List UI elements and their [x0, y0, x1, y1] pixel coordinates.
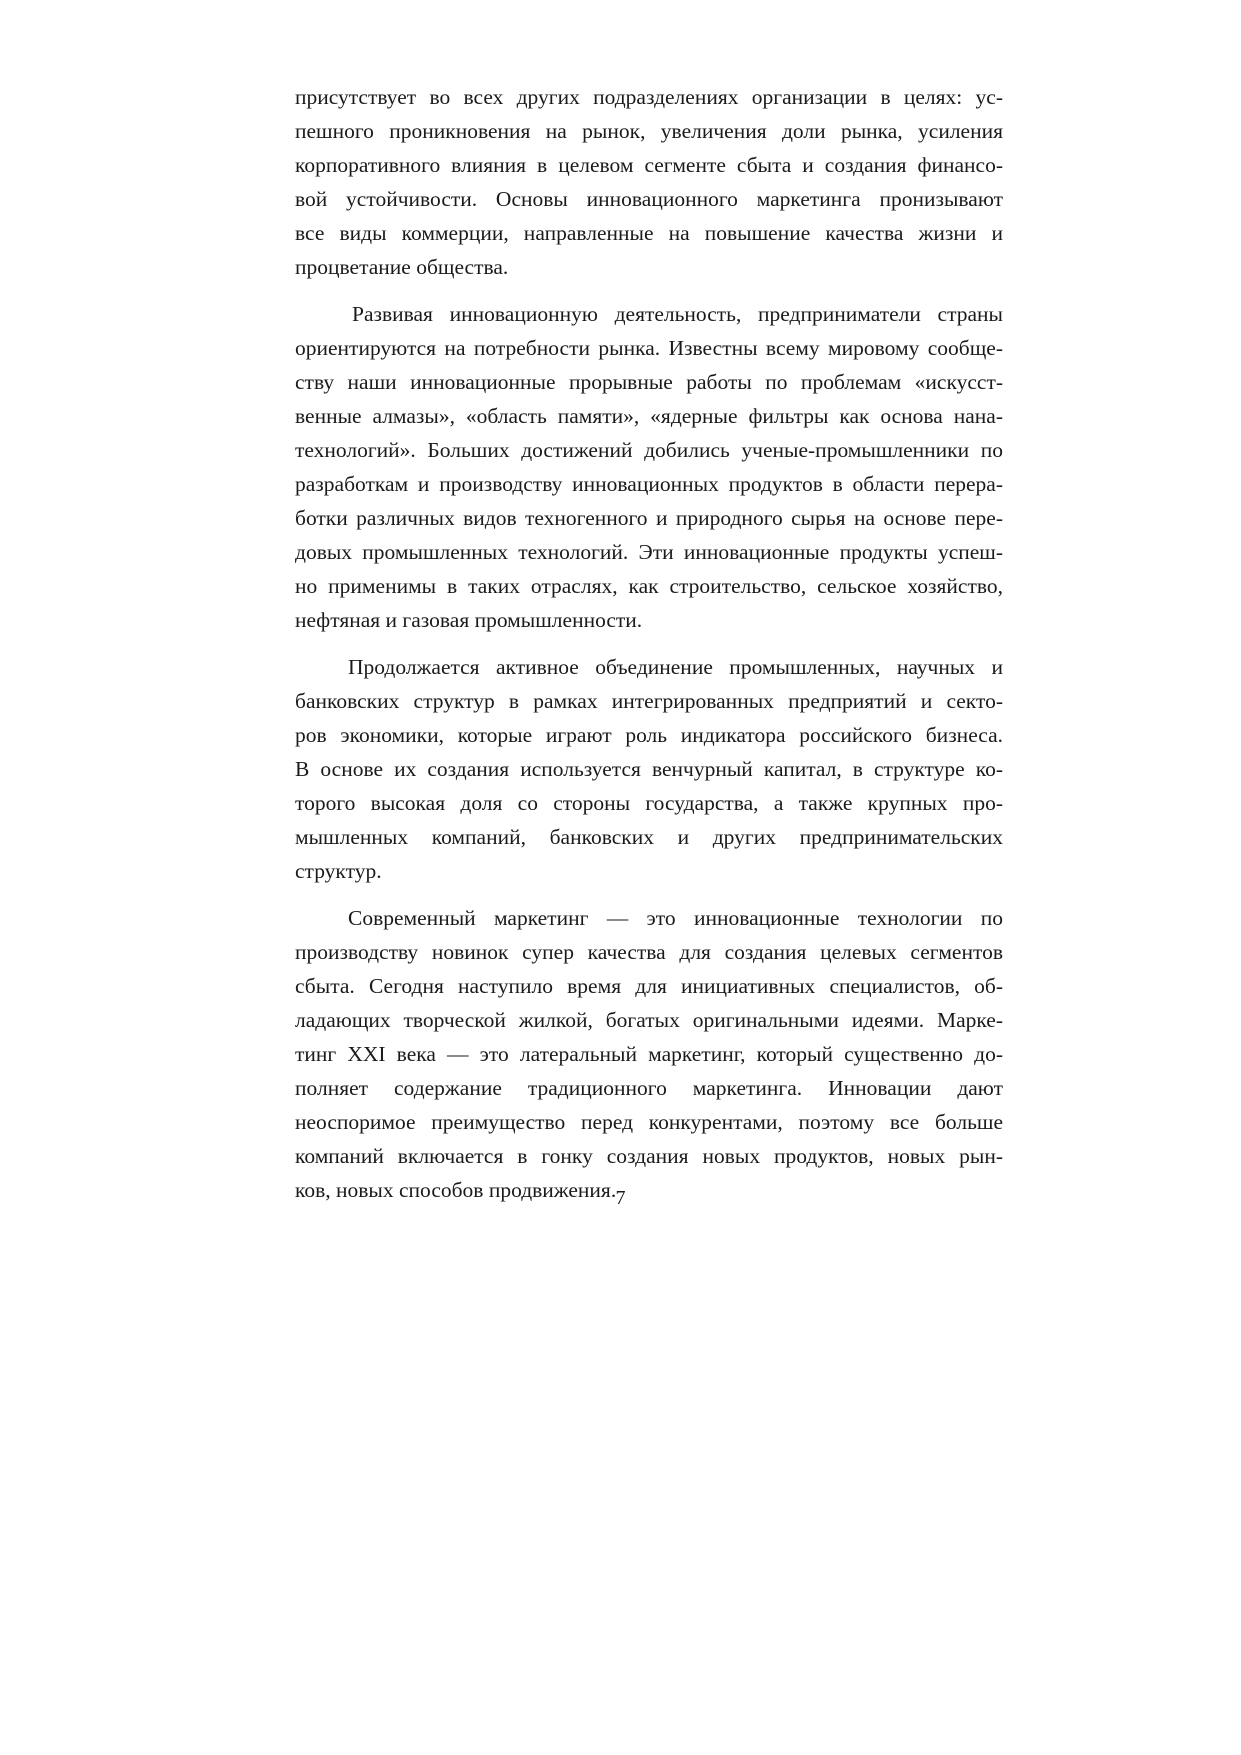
text-line: В основе их создания используется венчурный капитал, в структуре ко-	[295, 757, 1003, 781]
text-line: технологий». Больших достижений добились ученые-промышленники по	[295, 438, 1003, 462]
page-number: 7	[615, 1187, 626, 1209]
paragraph-3	[295, 650, 1003, 888]
text-line: компаний включается в гонку создания новых продуктов, новых рын-	[295, 1144, 1003, 1168]
text-line: ров экономики, которые играют роль индикатора российского бизнеса.	[295, 723, 1003, 747]
text-line: полняет содержание традиционного маркетинга. Инновации дают	[295, 1076, 1003, 1100]
text-line: ориентируются на потребности рынка. Известны всему мировому сообще-	[295, 336, 1003, 360]
text-line: пешного проникновения на рынок, увеличения доли рынка, усиления	[295, 119, 1003, 143]
text-line: процветание общества.	[295, 255, 509, 279]
text-line: ладающих творческой жилкой, богатых оригинальными идеями. Марке-	[295, 1008, 1003, 1032]
paragraph-1	[295, 80, 1003, 284]
text-line: Развивая инновационную деятельность, предприниматели страны	[352, 302, 1003, 326]
body-text	[295, 80, 1003, 1220]
text-line: венные алмазы», «область памяти», «ядерные фильтры как основа нана-	[295, 404, 1003, 428]
text-line: но применимы в таких отраслях, как строительство, сельское хозяйство,	[295, 574, 1003, 598]
text-line: присутствует во всех других подразделениях организации в целях: ус-	[295, 85, 1003, 109]
paragraph-4	[295, 901, 1003, 1207]
text-line: тинг XXI века — это латеральный маркетинг, который существенно до-	[295, 1042, 1003, 1066]
paragraph-2	[295, 297, 1003, 637]
text-line: Продолжается активное объединение промышленных, научных и	[348, 655, 1003, 679]
text-line: Современный маркетинг — это инновационные технологии по	[348, 906, 1003, 930]
text-line: неоспоримое преимущество перед конкурентами, поэтому все больше	[295, 1110, 1003, 1134]
text-line: корпоративного влияния в целевом сегменте сбыта и создания финансо-	[295, 153, 1003, 177]
text-line: банковских структур в рамках интегрированных предприятий и секто-	[295, 689, 1003, 713]
text-line: производству новинок супер качества для создания целевых сегментов	[295, 940, 1003, 964]
text-line: разработкам и производству инновационных продуктов в области перера-	[295, 472, 1003, 496]
text-line: сбыта. Сегодня наступило время для инициативных специалистов, об-	[295, 974, 1003, 998]
text-line: довых промышленных технологий. Эти инновационные продукты успеш-	[295, 540, 1003, 564]
text-line: торого высокая доля со стороны государства, а также крупных про-	[295, 791, 1003, 815]
text-line: вой устойчивости. Основы инновационного маркетинга пронизывают	[295, 187, 1003, 211]
text-line: все виды коммерции, направленные на повышение качества жизни и	[295, 221, 1003, 245]
text-line: ботки различных видов техногенного и природного сырья на основе пере-	[295, 506, 1003, 530]
text-line: ков, новых способов продвижения.	[295, 1178, 617, 1202]
text-line: структур.	[295, 859, 382, 883]
text-line: ству наши инновационные прорывные работы по проблемам «искусст-	[295, 370, 1003, 394]
text-line: нефтяная и газовая промышленности.	[295, 608, 643, 632]
text-line: мышленных компаний, банковских и других предпринимательских	[295, 825, 1003, 849]
